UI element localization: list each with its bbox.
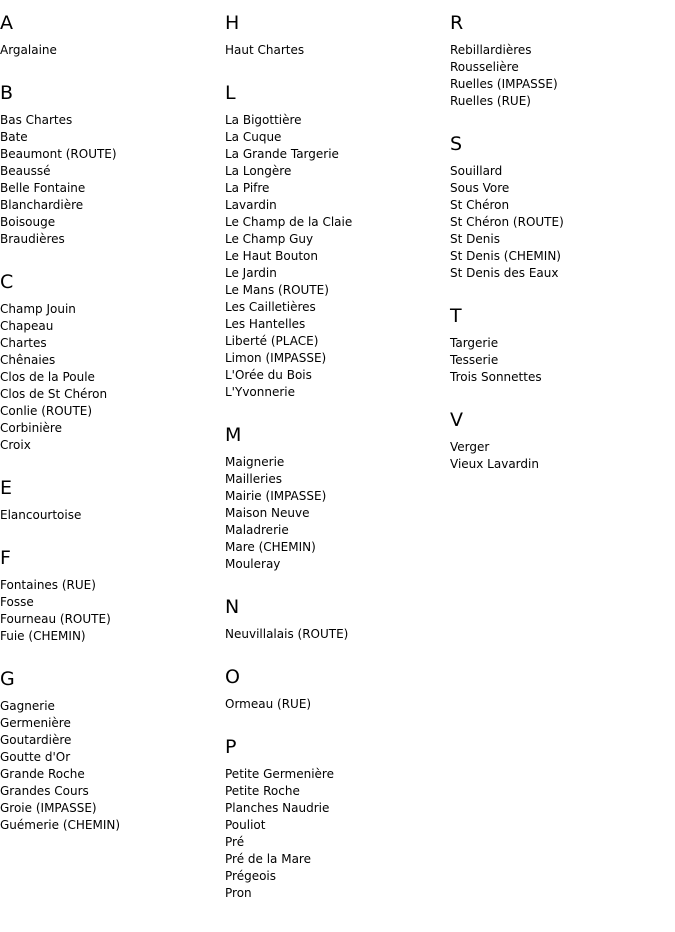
letter-heading: F	[0, 547, 11, 569]
street-item[interactable]: Limon (IMPASSE)	[225, 351, 327, 365]
street-item[interactable]: L'Yvonnerie	[225, 385, 296, 399]
street-list	[0, 42, 220, 59]
street-item[interactable]: Boisouge	[0, 215, 56, 229]
street-item[interactable]: Fontaines (RUE)	[0, 578, 96, 592]
letter-heading: C	[0, 271, 14, 293]
street-item[interactable]: St Denis des Eaux	[450, 266, 559, 280]
street-item[interactable]: Planches Naudrie	[225, 801, 330, 815]
letter-heading: S	[450, 133, 463, 155]
street-item[interactable]: Maignerie	[225, 455, 285, 469]
index-column	[450, 12, 670, 496]
letter-heading: N	[225, 596, 240, 618]
street-item[interactable]: Mouleray	[225, 557, 281, 571]
street-item[interactable]: Rebillardières	[450, 43, 532, 57]
street-item[interactable]: La Bigottière	[225, 113, 302, 127]
letter-heading: G	[0, 668, 15, 690]
street-item[interactable]: Le Jardin	[225, 266, 277, 280]
letter-heading: R	[450, 12, 464, 34]
letter-heading: H	[225, 12, 240, 34]
street-list	[225, 766, 445, 902]
street-item[interactable]: Fourneau (ROUTE)	[0, 612, 111, 626]
letter-heading: E	[0, 477, 13, 499]
street-item[interactable]: Clos de St Chéron	[0, 387, 108, 401]
letter-heading: O	[225, 666, 240, 688]
street-item[interactable]: Argalaine	[0, 43, 57, 57]
street-list	[225, 454, 445, 573]
street-item[interactable]: Germenière	[0, 716, 71, 730]
street-item[interactable]: Mairie (IMPASSE)	[225, 489, 327, 503]
street-item[interactable]: Pouliot	[225, 818, 266, 832]
street-item[interactable]: Mare (CHEMIN)	[225, 540, 316, 554]
street-list	[0, 577, 220, 645]
letter-group	[225, 666, 445, 713]
letter-group	[0, 12, 220, 59]
street-item[interactable]: La Pifre	[225, 181, 270, 195]
street-item[interactable]: Le Champ Guy	[225, 232, 314, 246]
letter-group	[225, 424, 445, 573]
street-item[interactable]: Bas Chartes	[0, 113, 73, 127]
street-item[interactable]: La Grande Targerie	[225, 147, 339, 161]
street-item[interactable]: Elancourtoise	[0, 508, 82, 522]
street-item[interactable]: Chapeau	[0, 319, 54, 333]
index-column	[0, 12, 220, 857]
street-item[interactable]: Clos de la Poule	[0, 370, 95, 384]
street-item[interactable]: Pré de la Mare	[225, 852, 311, 866]
letter-heading: L	[225, 82, 236, 104]
street-list	[225, 696, 445, 713]
street-item[interactable]: Grandes Cours	[0, 784, 89, 798]
street-item[interactable]: Goutte d'Or	[0, 750, 71, 764]
street-item[interactable]: Sous Vore	[450, 181, 510, 195]
street-item[interactable]: Verger	[450, 440, 490, 454]
street-item[interactable]: Fosse	[0, 595, 34, 609]
letter-group	[225, 82, 445, 401]
street-item[interactable]: Rousselière	[450, 60, 519, 74]
letter-heading: P	[225, 736, 237, 758]
street-item[interactable]: Le Mans (ROUTE)	[225, 283, 329, 297]
street-item[interactable]: Beaumont (ROUTE)	[0, 147, 117, 161]
letter-group	[450, 305, 670, 386]
street-item[interactable]: Braudières	[0, 232, 65, 246]
street-item[interactable]: Vieux Lavardin	[450, 457, 539, 471]
street-item[interactable]: Bate	[0, 130, 28, 144]
letter-group	[0, 668, 220, 834]
street-list	[0, 507, 220, 524]
street-list	[450, 42, 670, 110]
letter-group	[225, 12, 445, 59]
street-item[interactable]: Mailleries	[225, 472, 282, 486]
street-item[interactable]: Le Haut Bouton	[225, 249, 319, 263]
street-item[interactable]: Le Champ de la Claie	[225, 215, 353, 229]
street-item[interactable]: Beaussé	[0, 164, 51, 178]
street-item[interactable]: Guémerie (CHEMIN)	[0, 818, 121, 832]
street-item[interactable]: Targerie	[450, 336, 499, 350]
street-item[interactable]: Lavardin	[225, 198, 277, 212]
street-item[interactable]: Les Hantelles	[225, 317, 306, 331]
street-list	[225, 626, 445, 643]
street-item[interactable]: Les Cailletières	[225, 300, 316, 314]
street-item[interactable]: Ormeau (RUE)	[225, 697, 312, 711]
letter-heading: A	[0, 12, 13, 34]
letter-heading: B	[0, 82, 14, 104]
street-item[interactable]: St Denis	[450, 232, 500, 246]
street-list	[0, 112, 220, 248]
street-item[interactable]: La Cuque	[225, 130, 282, 144]
street-item[interactable]: Petite Germenière	[225, 767, 334, 781]
street-item[interactable]: Ruelles (IMPASSE)	[450, 77, 558, 91]
street-list	[225, 112, 445, 401]
street-list	[225, 42, 445, 59]
street-item[interactable]: Tesserie	[450, 353, 499, 367]
street-item[interactable]: Pron	[225, 886, 252, 900]
street-list	[0, 698, 220, 834]
street-list	[450, 439, 670, 473]
street-item[interactable]: Conlie (ROUTE)	[0, 404, 93, 418]
street-item[interactable]: La Longère	[225, 164, 292, 178]
letter-group	[225, 736, 445, 902]
street-item[interactable]: Blanchardière	[0, 198, 84, 212]
street-item[interactable]: Gagnerie	[0, 699, 55, 713]
letter-group	[0, 477, 220, 524]
street-item[interactable]: Champ Jouin	[0, 302, 76, 316]
letter-group	[450, 12, 670, 110]
street-item[interactable]: Ruelles (RUE)	[450, 94, 531, 108]
street-item[interactable]: Grande Roche	[0, 767, 85, 781]
street-item[interactable]: St Chéron	[450, 198, 510, 212]
street-item[interactable]: Liberté (PLACE)	[225, 334, 319, 348]
letter-heading: T	[450, 305, 462, 327]
letter-heading: V	[450, 409, 463, 431]
street-item[interactable]: Haut Chartes	[225, 43, 305, 57]
letter-group	[0, 271, 220, 454]
letter-group	[450, 409, 670, 473]
street-item[interactable]: Corbinière	[0, 421, 62, 435]
street-item[interactable]: Petite Roche	[225, 784, 300, 798]
street-item[interactable]: Belle Fontaine	[0, 181, 86, 195]
street-item[interactable]: Pré	[225, 835, 245, 849]
street-item[interactable]: Fuie (CHEMIN)	[0, 629, 86, 643]
street-item[interactable]: Chênaies	[0, 353, 56, 367]
letter-group	[0, 82, 220, 248]
street-item[interactable]: Groie (IMPASSE)	[0, 801, 97, 815]
street-item[interactable]: Prégeois	[225, 869, 277, 883]
street-item[interactable]: Trois Sonnettes	[450, 370, 542, 384]
letter-group	[450, 133, 670, 282]
street-item[interactable]: Goutardière	[0, 733, 72, 747]
street-item[interactable]: St Denis (CHEMIN)	[450, 249, 561, 263]
street-item[interactable]: Souillard	[450, 164, 503, 178]
street-item[interactable]: Maladrerie	[225, 523, 289, 537]
street-list	[450, 163, 670, 282]
street-list	[450, 335, 670, 386]
street-item[interactable]: Croix	[0, 438, 31, 452]
street-list	[0, 301, 220, 454]
letter-group	[0, 547, 220, 645]
index-column	[225, 12, 445, 925]
street-item[interactable]: Neuvillalais (ROUTE)	[225, 627, 349, 641]
letter-group	[225, 596, 445, 643]
street-item[interactable]: L'Orée du Bois	[225, 368, 312, 382]
street-item[interactable]: St Chéron (ROUTE)	[450, 215, 564, 229]
letter-heading: M	[225, 424, 242, 446]
street-item[interactable]: Chartes	[0, 336, 47, 350]
street-item[interactable]: Maison Neuve	[225, 506, 310, 520]
